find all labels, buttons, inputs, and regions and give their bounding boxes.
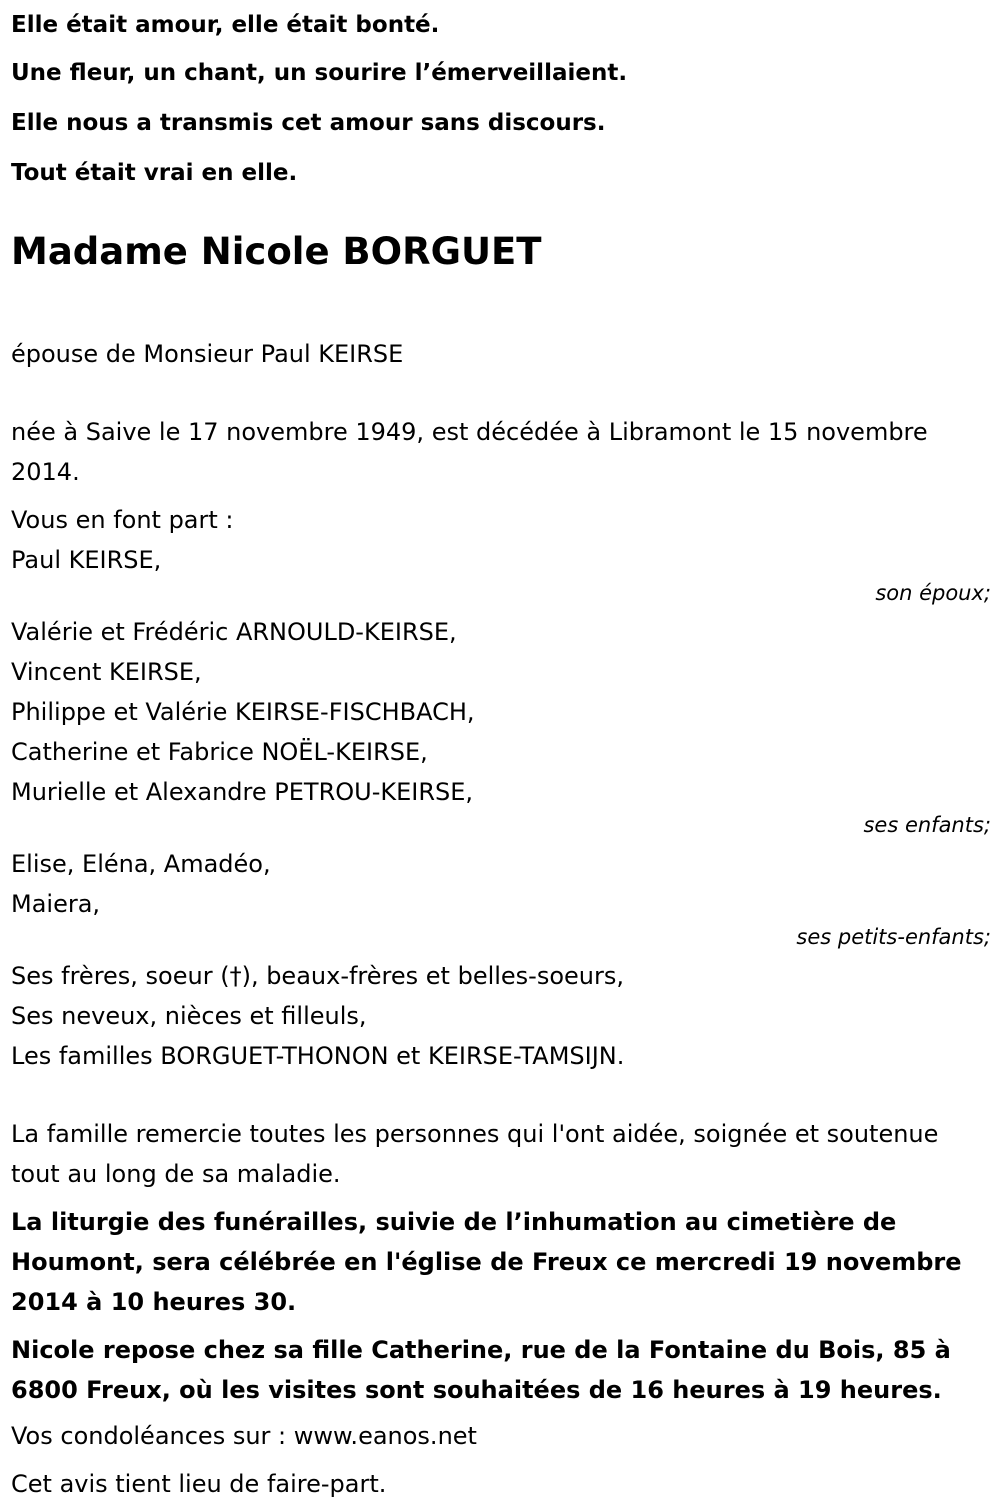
- thanks-message: La famille remercie toutes les personnes qui l'ont aidée, soignée et soutenue tout au long de sa maladie.: [11, 1120, 939, 1188]
- relation-label: ses enfants;: [863, 813, 991, 837]
- condolences-line: Vos condoléances sur : www.eanos.net: [11, 1422, 477, 1450]
- family-name-line: Catherine et Fabrice NOËL-KEIRSE,: [11, 738, 428, 766]
- footer-note: Cet avis tient lieu de faire-part.: [11, 1470, 387, 1498]
- family-name-line: Maiera,: [11, 890, 101, 918]
- repose-info: Nicole repose chez sa fille Catherine, rue de la Fontaine du Bois, 85 à 6800 Freux, où les visites sont souhaitées de 16 heures à 19 heures.: [11, 1336, 951, 1404]
- family-name-line: Paul KEIRSE,: [11, 546, 162, 574]
- poem-line: Tout était vrai en elle.: [11, 160, 298, 186]
- obituary-notice: [11, 0, 991, 1504]
- family-name-line: Ses frères, soeur (†), beaux-frères et belles-soeurs,: [11, 962, 625, 990]
- deceased-name: Madame Nicole BORGUET: [11, 230, 542, 273]
- spouse-group: [11, 540, 991, 606]
- family-name-line: Les familles BORGUET-THONON et KEIRSE-TAMSIJN.: [11, 1042, 625, 1070]
- relation-label: ses petits-enfants;: [796, 925, 991, 949]
- spouse-of: épouse de Monsieur Paul KEIRSE: [11, 340, 404, 368]
- poem-line: Elle nous a transmis cet amour sans discours.: [11, 110, 606, 136]
- announce-intro: Vous en font part :: [11, 506, 234, 534]
- poem: [11, 2, 991, 198]
- birth-death-info: née à Saive le 17 novembre 1949, est décédée à Libramont le 15 novembre 2014.: [11, 418, 928, 486]
- relation-label: son époux;: [875, 581, 991, 605]
- family-name-line: Vincent KEIRSE,: [11, 658, 202, 686]
- grandchildren-group: [11, 844, 991, 950]
- funeral-info: La liturgie des funérailles, suivie de l’inhumation au cimetière de Houmont, sera célébrée en l'église de Freux ce mercredi 19 novembre 2014 à 10 heures 30.: [11, 1208, 962, 1316]
- family-name-line: Ses neveux, nièces et filleuls,: [11, 1002, 367, 1030]
- other-relatives-group: [11, 956, 991, 1076]
- children-group: [11, 612, 991, 838]
- poem-line: Elle était amour, elle était bonté.: [11, 12, 440, 38]
- family-name-line: Elise, Eléna, Amadéo,: [11, 850, 271, 878]
- family-name-line: Murielle et Alexandre PETROU-KEIRSE,: [11, 778, 474, 806]
- poem-line: Une fleur, un chant, un sourire l’émerveillaient.: [11, 60, 628, 86]
- family-name-line: Philippe et Valérie KEIRSE-FISCHBACH,: [11, 698, 475, 726]
- family-name-line: Valérie et Frédéric ARNOULD-KEIRSE,: [11, 618, 457, 646]
